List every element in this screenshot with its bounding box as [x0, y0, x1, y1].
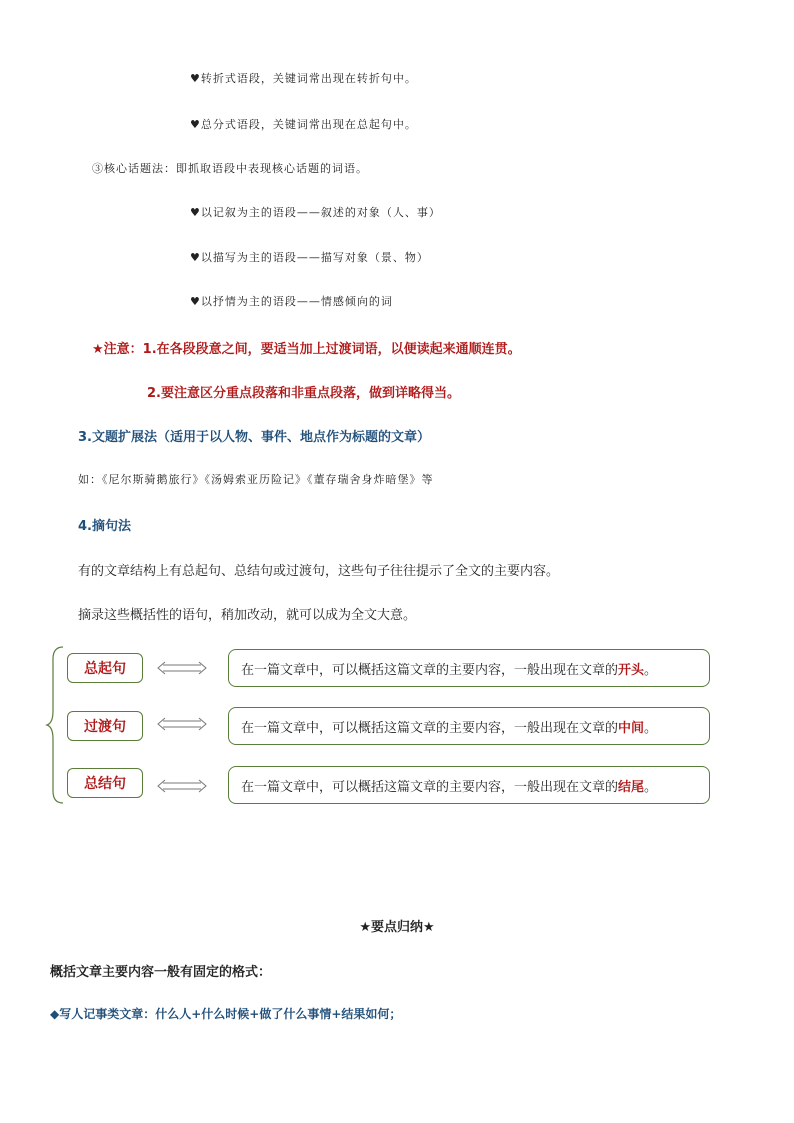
- definition-text: 在一篇文章中，可以概括这篇文章的主要内容，一般出现在文章的: [241, 779, 619, 795]
- paragraph-2: 摘录这些概括性的语句，稍加改动，就可以成为全文大意。: [78, 608, 417, 623]
- term-box-closing: 总结句: [67, 768, 143, 798]
- double-arrow-icon: [155, 779, 209, 793]
- summary-title: ★要点归纳★: [359, 920, 435, 935]
- definition-text: 在一篇文章中，可以概括这篇文章的主要内容，一般出现在文章的: [241, 720, 619, 736]
- definition-text: 在一篇文章中，可以概括这篇文章的主要内容，一般出现在文章的: [241, 662, 619, 678]
- definition-transition: [228, 707, 710, 745]
- bullet-lyrical: ♥以抒情为主的语段——情感倾向的词: [190, 295, 393, 308]
- section-3-title: 3.文题扩展法（适用于以人物、事件、地点作为标题的文章）: [78, 430, 430, 445]
- position-highlight: 结尾: [618, 779, 645, 795]
- sentence-type-diagram: [45, 645, 725, 810]
- period: 。: [644, 779, 658, 795]
- position-highlight: 中间: [618, 720, 645, 736]
- section-3-example: 如：《尼尔斯骑鹅旅行》《汤姆索亚历险记》《董存瑞舍身炸暗堡》等: [78, 473, 434, 486]
- summary-item-narrative: ◆写人记事类文章：什么人+什么时候+做了什么事情+结果如何；: [50, 1007, 402, 1021]
- bullet-general-specific: ♥总分式语段，关键词常出现在总起句中。: [190, 118, 417, 131]
- note-2: 2.要注意区分重点段落和非重点段落，做到详略得当。: [147, 386, 460, 401]
- period: 。: [644, 720, 658, 736]
- bullet-narrative: ♥以记叙为主的语段——叙述的对象（人、事）: [190, 206, 441, 219]
- bullet-transition: ♥转折式语段，关键词常出现在转折句中。: [190, 72, 417, 85]
- term-box-opening: 总起句: [67, 653, 143, 683]
- double-arrow-icon: [155, 661, 209, 675]
- left-brace-icon: [45, 645, 65, 805]
- method-core-topic: ③核心话题法：即抓取语段中表现核心话题的词语。: [92, 162, 368, 175]
- period: 。: [644, 662, 658, 678]
- bullet-descriptive: ♥以描写为主的语段——描写对象（景、物）: [190, 251, 429, 264]
- double-arrow-icon: [155, 717, 209, 731]
- paragraph-1: 有的文章结构上有总起句、总结句或过渡句，这些句子往往提示了全文的主要内容。: [78, 564, 560, 579]
- note-1: ★注意：1.在各段段意之间，要适当加上过渡词语，以便读起来通顺连贯。: [92, 342, 521, 357]
- section-4-title: 4.摘句法: [78, 519, 131, 534]
- definition-opening: [228, 649, 710, 687]
- definition-closing: [228, 766, 710, 804]
- term-box-transition: 过渡句: [67, 711, 143, 741]
- position-highlight: 开头: [618, 662, 645, 678]
- summary-lead: 概括文章主要内容一般有固定的格式：: [50, 965, 272, 980]
